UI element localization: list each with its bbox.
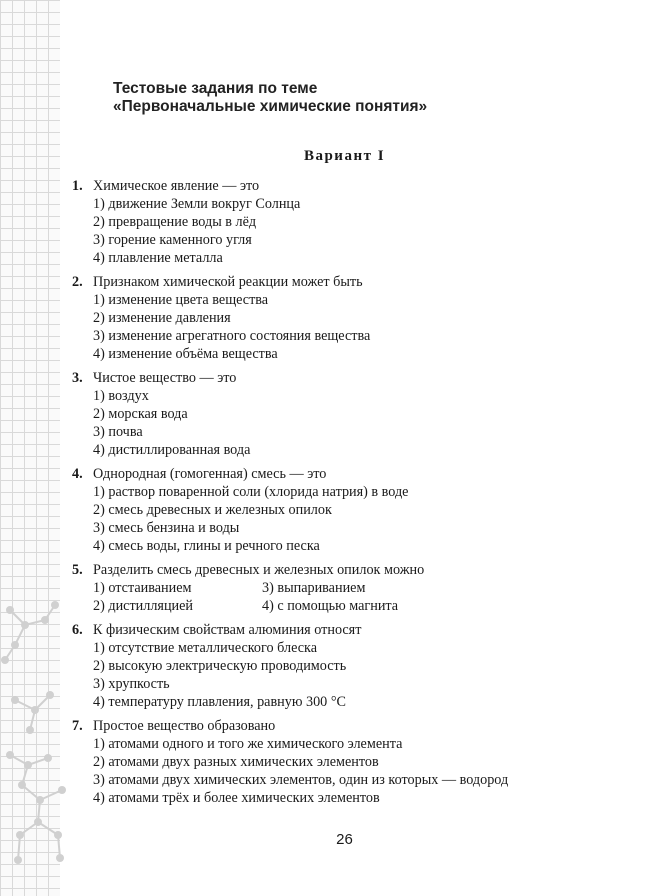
question-number: 7. (72, 718, 83, 734)
question-number: 2. (72, 274, 83, 290)
answer-option: 3) выпариванием (262, 580, 366, 596)
title-line-2: «Первоначальные химические понятия» (113, 98, 428, 115)
answer-option: 4) изменение объёма вещества (93, 346, 278, 362)
answer-option: 3) смесь бензина и воды (93, 520, 240, 536)
question-2 (72, 273, 632, 363)
answer-option: 2) изменение давления (93, 310, 231, 326)
answer-option: 2) морская вода (93, 406, 188, 422)
answer-option: 3) атомами двух химических элементов, один из которых — водород (93, 772, 509, 788)
answer-option: 2) смесь древесных и железных опилок (93, 502, 332, 518)
answer-option: 4) температуру плавления, равную 300 °C (93, 694, 346, 710)
question-text: Чистое вещество — это (93, 370, 237, 386)
question-7 (72, 717, 632, 807)
answer-option: 1) воздух (93, 388, 149, 404)
question-text: Разделить смесь древесных и железных опилок можно (93, 562, 425, 578)
question-text: Химическое явление — это (93, 178, 260, 194)
answer-option: 1) атомами одного и того же химического элемента (93, 736, 403, 752)
question-4 (72, 465, 632, 555)
question-text: Простое вещество образовано (93, 718, 276, 734)
question-number: 5. (72, 562, 83, 578)
question-text: Однородная (гомогенная) смесь — это (93, 466, 327, 482)
question-6 (72, 621, 632, 711)
answer-option: 1) раствор поваренной соли (хлорида натрия) в воде (93, 484, 409, 500)
answer-option: 2) дистилляцией (93, 598, 194, 614)
answer-option: 3) хрупкость (93, 676, 170, 692)
question-1 (72, 177, 632, 267)
answer-option: 1) отсутствие металлического блеска (93, 640, 317, 656)
page-title (113, 80, 427, 116)
question-number: 4. (72, 466, 83, 482)
question-text: Признаком химической реакции может быть (93, 274, 363, 290)
answer-option: 4) смесь воды, глины и речного песка (93, 538, 320, 554)
question-number: 1. (72, 178, 83, 194)
answer-option: 2) высокую электрическую проводимость (93, 658, 347, 674)
answer-option: 1) изменение цвета вещества (93, 292, 269, 308)
question-5 (72, 561, 632, 615)
question-number: 6. (72, 622, 83, 638)
question-3 (72, 369, 632, 459)
answer-option: 1) движение Земли вокруг Солнца (93, 196, 301, 212)
title-line-1: Тестовые задания по теме (113, 80, 318, 97)
answer-option: 2) превращение воды в лёд (93, 214, 257, 230)
answer-option: 4) с помощью магнита (262, 598, 399, 614)
variant-heading: Вариант I (303, 148, 386, 164)
answer-option: 4) дистиллированная вода (93, 442, 251, 458)
page-number: 26 (336, 831, 353, 848)
answer-option: 4) атомами трёх и более химических элементов (93, 790, 380, 806)
question-list (72, 177, 632, 813)
answer-option: 3) почва (93, 424, 143, 440)
answer-option: 2) атомами двух разных химических элементов (93, 754, 379, 770)
answer-option: 3) горение каменного угля (93, 232, 252, 248)
question-text: К физическим свойствам алюминия относят (93, 622, 362, 638)
answer-option: 1) отстаиванием (93, 580, 192, 596)
answer-option: 3) изменение агрегатного состояния вещества (93, 328, 371, 344)
question-number: 3. (72, 370, 83, 386)
answer-option: 4) плавление металла (93, 250, 223, 266)
